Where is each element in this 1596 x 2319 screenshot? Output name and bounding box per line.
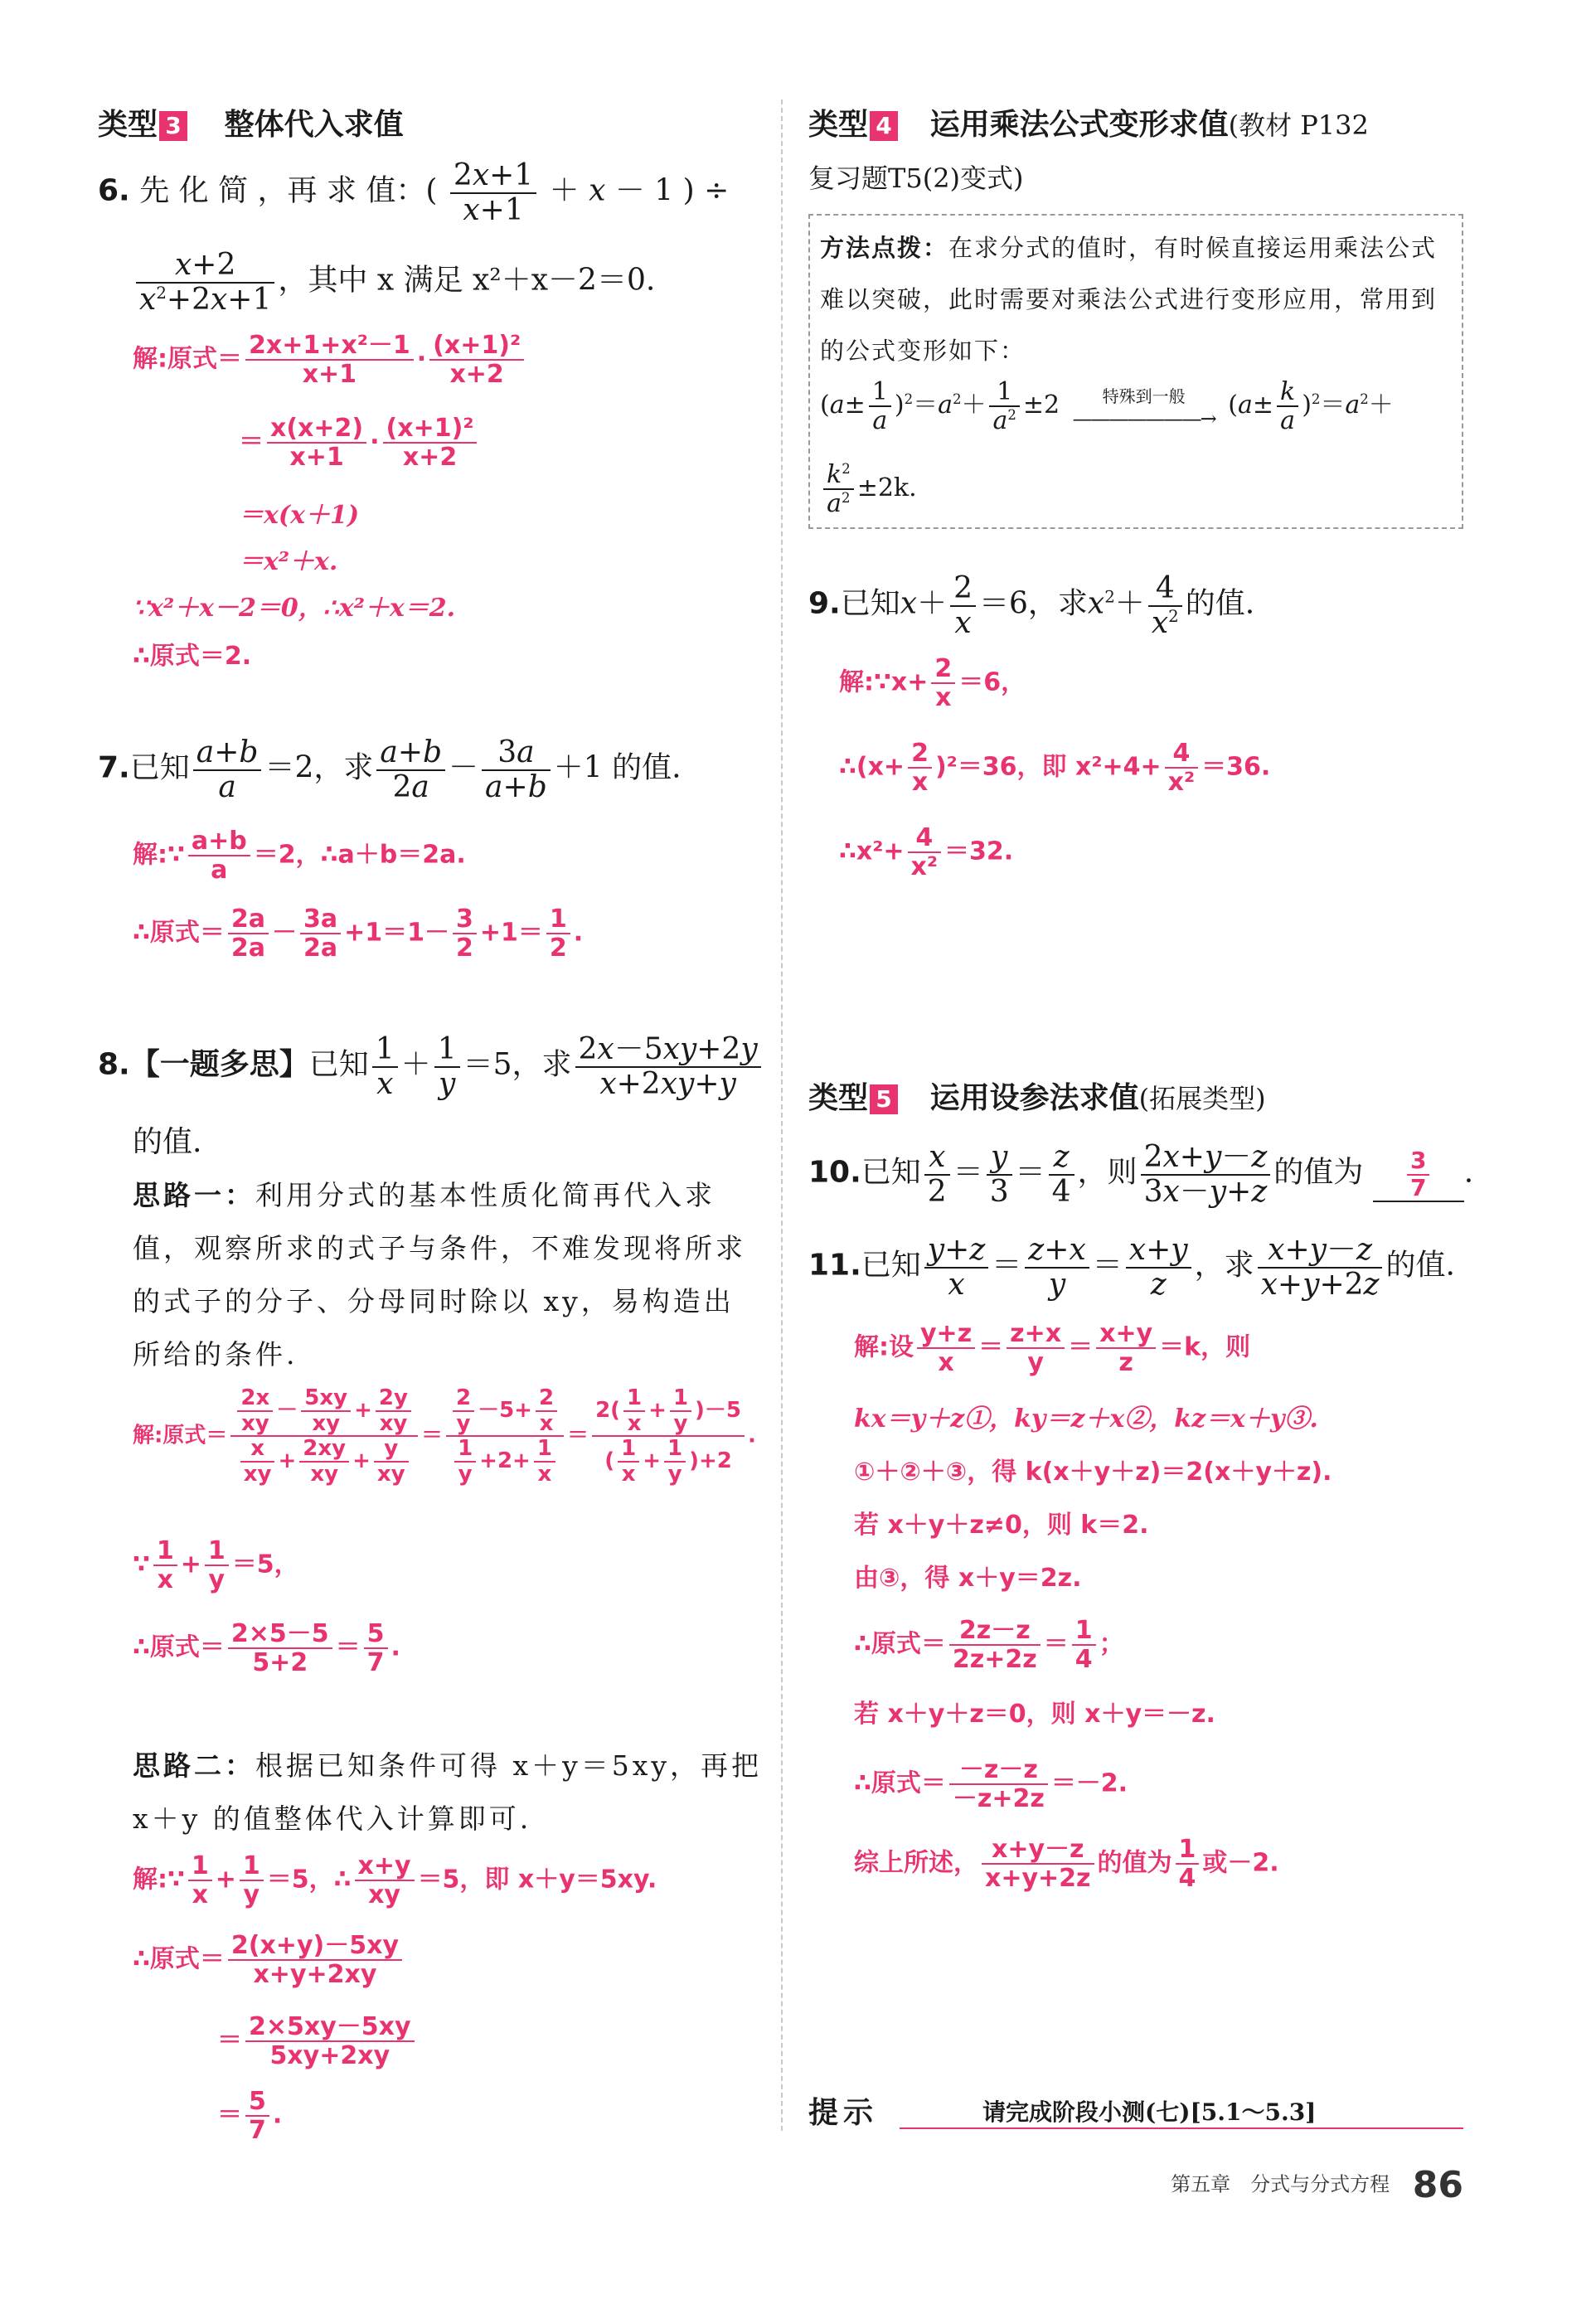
q11-answer-line-9: 综上所述， $\frac{x+y-z}{x+y+2z}$ 的值为 $\frac{1}{4}$ 或－2.	[854, 1835, 1279, 1893]
column-divider	[781, 99, 783, 2131]
q6-answer-line-6: ∴原式＝2.	[133, 642, 252, 671]
q8-answer-2-line-2: ∴原式＝ $\frac{2(x+y)-5xy}{x+y+2xy}$	[133, 1932, 405, 1988]
section-type3-heading: 类型 3 整体代入求值	[98, 108, 404, 142]
page-footer	[1171, 2164, 1463, 2206]
method-tip-box: 方法点拨：在求分式的值时，有时候直接运用乘法公式难以突破，此时需要对乘法公式进行变形应用，常用到的公式变形如下： (a± $\frac{1}{a}$ )$^2=a^2+$ $\frac{1}{a^2}$ ±2 特殊到一般 ———————→ (a± $\frac{k}{a}$ )$^2=a^2+$ $\frac{k^2}{a^2}$ ±2k.	[808, 214, 1463, 529]
chapter-title: 第五章 分式与分式方程	[1171, 2172, 1390, 2196]
q6-answer-line-3: ＝x(x＋1)	[239, 501, 360, 530]
q8-answer-1: 解:原式＝ $\frac{2x}{xy}$ － $\frac{5xy}{xy}$ + $\frac{2y}{xy}$ $\frac{x}{xy}$ + $\frac{2xy}{xy}$ + $\frac{y}{xy}$ ＝ $\frac{2}{y}$ －5+ $\frac{2}{x}$ $\frac{1}{y}$ +2+ $\frac{1}{x}$ ＝ 2( $\frac{1}{x}$ + $\frac{1}{y}$ )－5 ( $\frac{1}{x}$ + $\frac{1}{y}$ )+2 .	[133, 1385, 756, 1487]
question-6-continued: $\frac{x+2}{x^2+2x+1}$ ，其中 x 满足 x²＋x－2＝0.	[133, 249, 655, 316]
q11-answer-line-4: 若 x＋y＋z≠0，则 k＝2.	[854, 1511, 1149, 1540]
q6-answer-line-5: ∵x²＋x－2＝0，∴x²＋x＝2.	[133, 594, 456, 623]
section-type5-heading: 类型 5 运用设参法求值(拓展类型)	[808, 1081, 1266, 1115]
type-badge: 4	[870, 111, 898, 141]
page-number: 86	[1412, 2164, 1463, 2206]
tip-bar	[808, 2089, 1463, 2129]
question-8-continued: 的值.	[133, 1125, 202, 1159]
q8-answer-2-line-4: ＝ $\frac{5}{7}$ .	[217, 2087, 283, 2145]
question-9: 9.已知x＋ $\frac{2}{x}$ ＝6，求$x^2+$ $\frac{4}{x^2}$ 的值.	[808, 571, 1255, 640]
q9-answer-line-2: ∴(x+ $\frac{2}{x}$ )²＝36，即 x²+4+ $\frac{4}{\text{x²}}$ ＝36.	[839, 739, 1271, 797]
q8-answer-2-line-1: 解:∵ $\frac{1}{x}$ + $\frac{1}{y}$ ＝5，∴ $\frac{x+y}{xy}$ ＝5，即 x＋y＝5xy.	[133, 1851, 657, 1909]
q9-answer-line-1: 解:∵x+ $\frac{2}{x}$ ＝6，	[839, 654, 1026, 712]
question-8: 8.【一题多思】已知 $\frac{1}{x}$ ＋ $\frac{1}{y}$ ＝5，求 $\frac{2x-5xy+2y}{x+2xy+y}$	[98, 1033, 764, 1100]
q8-thought-1: 思路一：利用分式的基本性质化简再代入求值，观察所求的式子与条件，不难发现将所求的式子的分子、分母同时除以 xy，易构造出所给的条件.	[133, 1179, 746, 1371]
q8-result-1: ∴原式＝ $\frac{2\times 5-5}{5+2}$ ＝ $\frac{5}{7}$ .	[133, 1619, 400, 1677]
q7-answer-line-2: ∴原式＝ $\frac{2a}{2a}$ － $\frac{3a}{2a}$ +1＝1－ $\frac{3}{2}$ +1＝ $\frac{1}{2}$ .	[133, 905, 584, 963]
question-6: 6. 先 化 简 ，再 求 值：( $\frac{2x+1}{x+1}$ ＋ x － 1 ) ÷	[98, 158, 730, 227]
q11-answer-line-2: kx＝y＋z①，ky＝z＋x②，kz＝x＋y③.	[854, 1404, 1318, 1434]
question-11: 11.已知 $\frac{y+z}{x}$ ＝ $\frac{z+x}{y}$ ＝ $\frac{x+y}{z}$ ，求 $\frac{x+y-z}{x+y+2z}$ 的值.	[808, 1233, 1455, 1302]
arrow: 特殊到一般 ———————→	[1072, 386, 1215, 430]
q11-answer-line-5: 由③，得 x＋y＝2z.	[854, 1564, 1082, 1593]
answer-blank: $\frac{3}{7}$	[1373, 1148, 1464, 1203]
q11-answer-line-7: 若 x＋y＋z＝0，则 x＋y＝－z.	[854, 1700, 1215, 1729]
question-10: 10.已知 $\frac{x}{2}$ ＝ $\frac{y}{3}$ ＝ $\frac{z}{4}$ ，则 $\frac{2x+y-z}{3x-y+z}$ 的值为 $\frac{3}{7}$ .	[808, 1140, 1474, 1209]
q11-answer-line-8: ∴原式＝ $\frac{-z-z}{-z+2z}$ ＝－2.	[854, 1755, 1128, 1813]
formula-line: (a± $\frac{1}{a}$ )$^2=a^2+$ $\frac{1}{a^2}$ ±2 特殊到一般 ———————→ (a± $\frac{k}{a}$ )$^2=a^2+$	[820, 377, 1394, 435]
section-type4-note: 复习题T5(2)变式)	[808, 163, 1024, 194]
q8-answer-2-line-3: ＝ $\frac{2\times 5xy-5xy}{5xy+2xy}$	[217, 2013, 418, 2069]
q8-thought-2: 思路二：根据已知条件可得 x＋y＝5xy，再把 x＋y 的值整体代入计算即可.	[133, 1749, 762, 1835]
q6-answer-line-2: ＝ $\frac{x(x+2)}{x+1}$ · $\frac{\text{(x+1)²}}{x+2}$	[239, 415, 480, 471]
q9-answer-line-3: ∴x²+ $\frac{4}{\text{x²}}$ ＝32.	[839, 823, 1014, 881]
tip-label: 提示	[808, 2096, 879, 2130]
q8-because: ∵ $\frac{1}{x}$ + $\frac{1}{y}$ ＝5，	[133, 1536, 299, 1594]
tip-text: 请完成阶段小测(七)[5.1～5.3]	[982, 2098, 1317, 2126]
q11-answer-line-6: ∴原式＝ $\frac{2z-z}{2z+2z}$ ＝ $\frac{1}{4}$ ；	[854, 1616, 1124, 1674]
formula-line-2: $\frac{k^2}{a^2}$ ±2k.	[820, 461, 917, 517]
tip-underline	[900, 2127, 1463, 2129]
q6-answer-line-1: 解:原式＝ $\frac{\text{2x+1+x²－1}}{x+1}$ · $\frac{\text{(x+1)²}}{x+2}$	[133, 332, 527, 388]
section-type4-heading: 类型 4 运用乘法公式变形求值(教材 P132	[808, 108, 1369, 142]
q7-answer-line-1: 解:∵ $\frac{a+b}{a}$ ＝2，∴a＋b＝2a.	[133, 827, 466, 885]
q11-answer-line-1: 解:设 $\frac{y+z}{x}$ ＝ $\frac{z+x}{y}$ ＝ $\frac{x+y}{z}$ ＝k，则	[854, 1319, 1251, 1377]
q11-answer-line-3: ①＋②＋③，得 k(x＋y＋z)＝2(x＋y＋z).	[854, 1458, 1332, 1487]
type-badge: 5	[870, 1084, 898, 1114]
question-7: 7.已知 $\frac{a+b}{a}$ ＝2，求 $\frac{a+b}{2a}$ － $\frac{3a}{a+b}$ ＋1 的值.	[98, 735, 682, 804]
q6-answer-line-4: ＝x²＋x.	[239, 547, 338, 576]
type-badge: 3	[159, 111, 187, 141]
